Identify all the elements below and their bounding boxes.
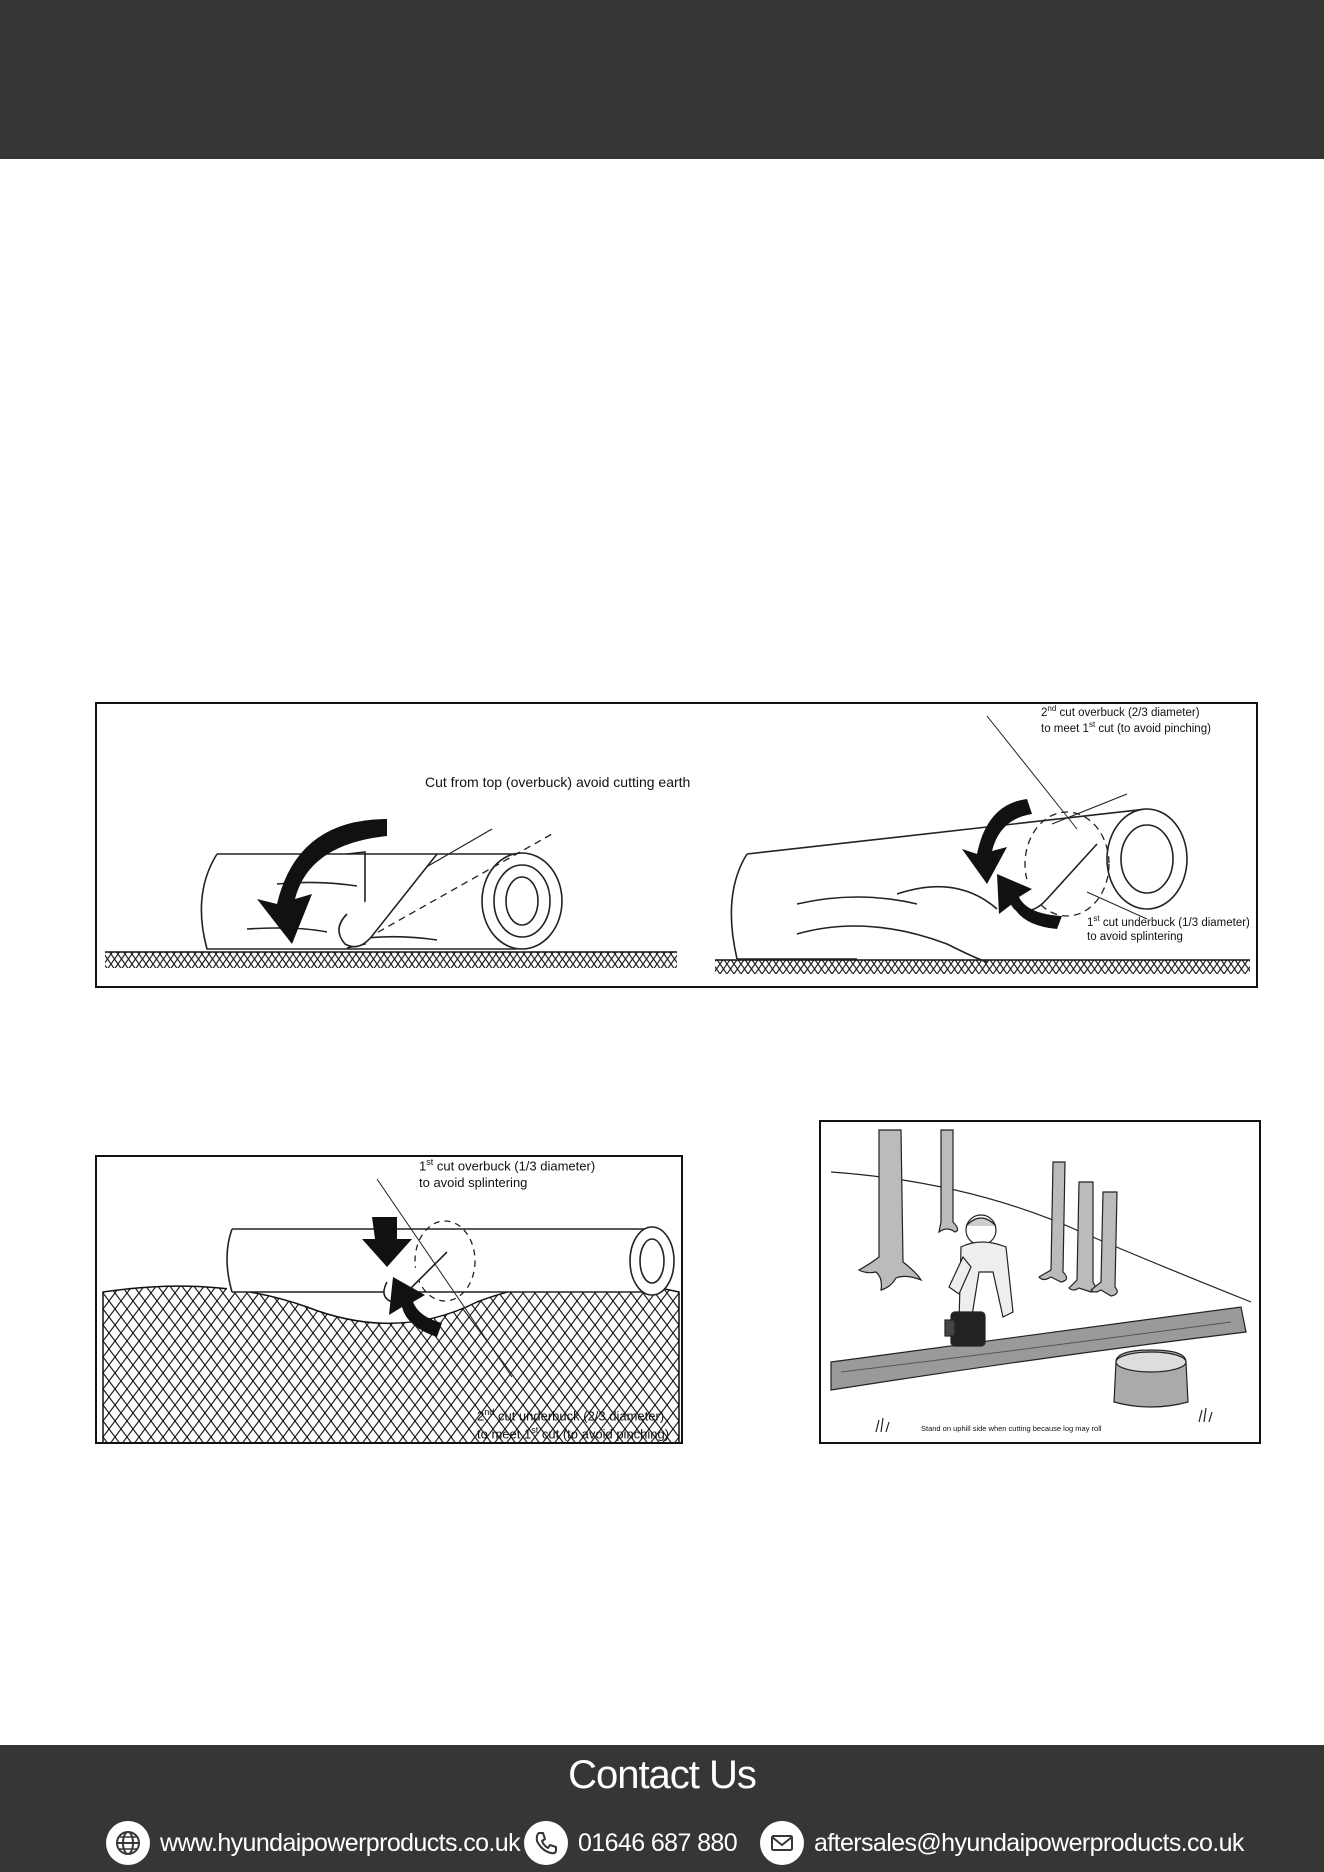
globe-icon [106,1821,150,1865]
phone-icon [524,1821,568,1865]
second-cut-underbuck-label: 2nd cut underbuck (2/3 diameter) to meet 1st cut (to avoid pinching) [477,1407,670,1441]
ground-hatch-left [105,952,677,968]
arrow-down-right [962,799,1032,884]
phone-contact[interactable] [524,1820,737,1866]
log-underbuck-illustration [97,1157,683,1444]
operator-figure [945,1215,1013,1346]
uphill-caption: Stand on uphill side when cutting because log may roll [921,1424,1102,1433]
phone-number[interactable]: 01646 687 880 [578,1828,738,1857]
log-cutting-illustration [97,704,1258,988]
figure-supported-both-ends [95,1155,683,1444]
first-cut-overbuck-label: 1st cut overbuck (1/3 diameter) to avoid splintering [419,1157,596,1190]
first-cut-label: 1st cut underbuck (1/3 diameter) to avoid splintering [1087,914,1250,944]
website-contact[interactable] [106,1820,520,1866]
figure-overbuck-cutting [95,702,1258,988]
website-link[interactable]: www.hyundaipowerproducts.co.uk [160,1828,520,1857]
header-band [0,0,1324,159]
contact-title: Contact Us [568,1753,756,1797]
operator-on-slope-illustration [821,1122,1261,1444]
email-address[interactable]: aftersales@hyundaipowerproducts.co.uk [814,1828,1244,1857]
email-contact[interactable] [760,1820,1244,1866]
contact-footer [0,1745,1324,1872]
second-cut-label: 2nd cut overbuck (2/3 diameter) to meet 1st cut (to avoid pinching) [1041,704,1211,736]
ground-hatch-right [715,960,1250,974]
overbuck-caption: Cut from top (overbuck) avoid cutting earth [425,774,691,790]
mail-icon [760,1821,804,1865]
figure-uphill-stance [819,1120,1261,1444]
